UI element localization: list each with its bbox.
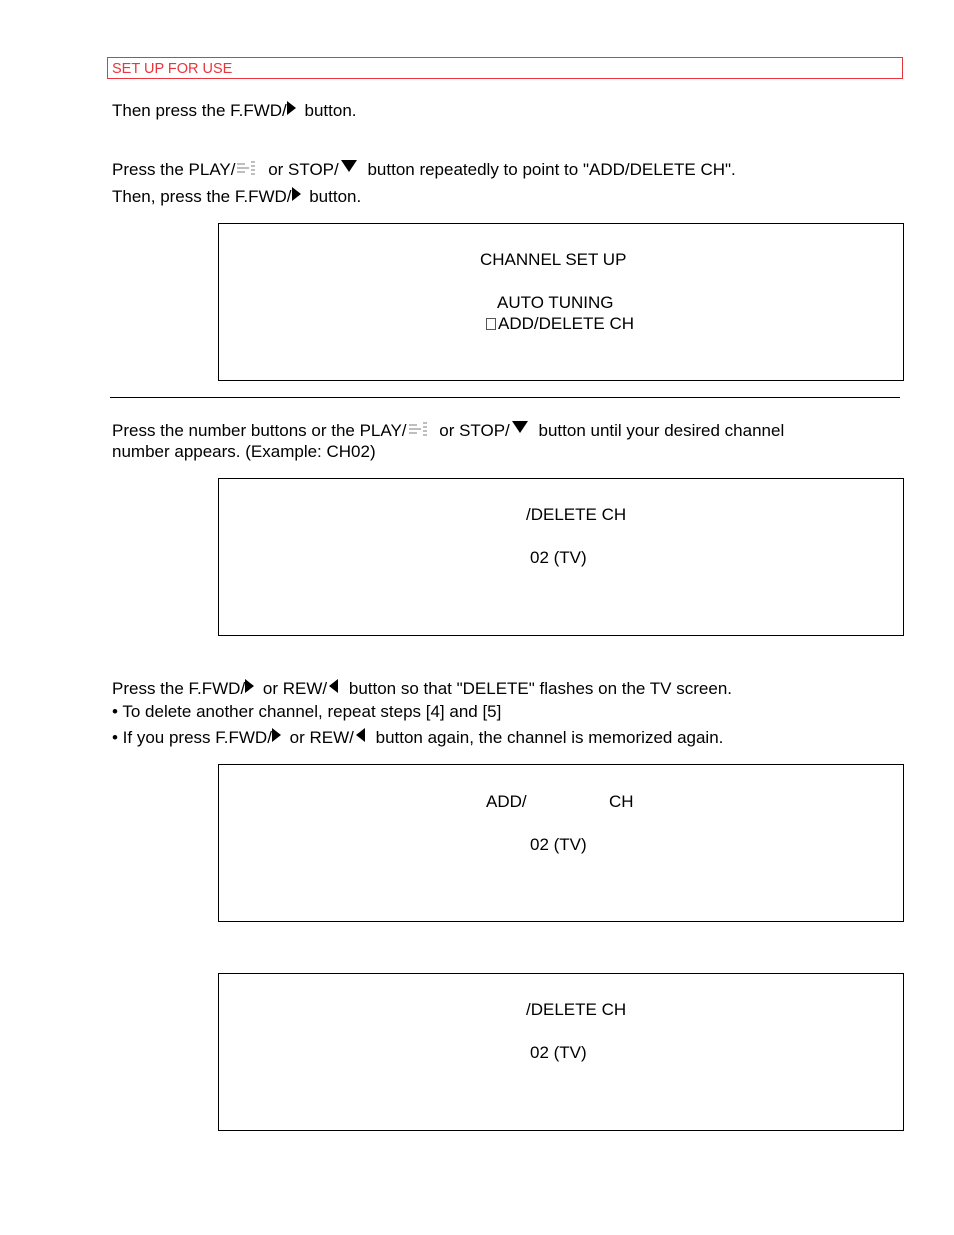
triangle-left-icon bbox=[329, 679, 338, 693]
screen-title: CHANNEL SET UP bbox=[480, 250, 627, 269]
play-icon bbox=[235, 160, 257, 178]
triangle-right-icon bbox=[292, 187, 301, 201]
cursor-pointer-icon bbox=[486, 318, 496, 330]
tv-screen-delete-ch bbox=[218, 478, 904, 636]
step1-text bbox=[112, 101, 357, 121]
step4-line3-b: or REW/ bbox=[284, 728, 354, 747]
triangle-right-icon bbox=[272, 728, 281, 742]
step1-text-a: Then press the F.FWD/ bbox=[112, 101, 287, 120]
screen-title-part-a: ADD/ bbox=[486, 792, 527, 811]
step4-line1-b: or REW/ bbox=[258, 679, 328, 698]
step2-line1-b: or STOP/ bbox=[263, 160, 339, 179]
step4-line2: • To delete another channel, repeat steps [4] and [5] bbox=[112, 702, 502, 721]
step3-line1-b: or STOP/ bbox=[434, 421, 510, 440]
menu-item-add-delete bbox=[486, 314, 634, 334]
step1-text-b: button. bbox=[299, 101, 357, 120]
triangle-right-icon bbox=[287, 101, 296, 115]
step4-line1-a: Press the F.FWD/ bbox=[112, 679, 246, 698]
triangle-down-icon bbox=[341, 160, 357, 172]
step3-line1-c: button until your desired channel bbox=[533, 421, 785, 440]
step2-line1-a: Press the PLAY/ bbox=[112, 160, 236, 179]
triangle-down-icon bbox=[512, 421, 528, 433]
step3-line1-a: Press the number buttons or the PLAY/ bbox=[112, 421, 407, 440]
tv-screen-delete-ch-2 bbox=[218, 973, 904, 1131]
step4-line1-c: button so that "DELETE" flashes on the TV screen. bbox=[344, 679, 732, 698]
section-divider bbox=[110, 397, 900, 398]
triangle-left-icon bbox=[356, 728, 365, 742]
step4-line3-c: button again, the channel is memorized again. bbox=[370, 728, 724, 747]
screen-title: /DELETE CH bbox=[526, 505, 627, 524]
step2-line2 bbox=[112, 187, 361, 207]
section-header bbox=[107, 57, 903, 79]
step2-line1 bbox=[112, 160, 736, 180]
step4-line3-a: • If you press F.FWD/ bbox=[112, 728, 272, 747]
menu-item-add-delete-label: ADD/DELETE CH bbox=[498, 314, 635, 333]
channel-number: 02 (TV) bbox=[530, 1043, 587, 1062]
tv-screen-channel-setup bbox=[218, 223, 904, 381]
step4-line1 bbox=[112, 679, 732, 699]
triangle-right-icon bbox=[245, 679, 254, 693]
screen-title: /DELETE CH bbox=[526, 1000, 627, 1019]
step2-line1-c: button repeatedly to point to "ADD/DELETE CH". bbox=[362, 160, 736, 179]
step2-line2-a: Then, press the F.FWD/ bbox=[112, 187, 292, 206]
menu-item-auto-tuning: AUTO TUNING bbox=[497, 293, 614, 312]
play-icon bbox=[407, 421, 429, 439]
step2-line2-b: button. bbox=[304, 187, 362, 206]
channel-number: 02 (TV) bbox=[530, 835, 587, 854]
channel-number: 02 (TV) bbox=[530, 548, 587, 567]
step3-line1 bbox=[112, 421, 784, 441]
tv-screen-add-ch bbox=[218, 764, 904, 922]
screen-title-part-b: CH bbox=[609, 792, 634, 811]
section-header-label: SET UP FOR USE bbox=[112, 61, 233, 77]
step4-line3 bbox=[112, 728, 723, 748]
step3-line2: number appears. (Example: CH02) bbox=[112, 442, 376, 461]
